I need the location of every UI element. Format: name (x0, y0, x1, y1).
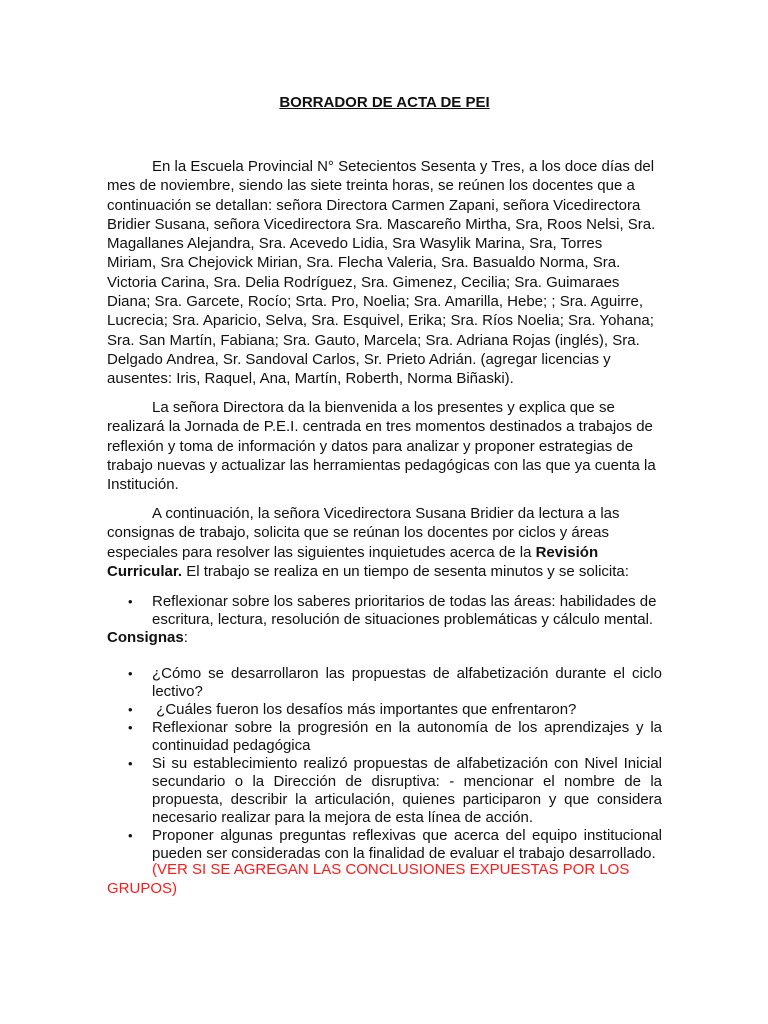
list-item (107, 755, 662, 827)
list-item-line: Si su establecimiento realizó propuestas de alfabetización con Nivel Inicial (152, 755, 662, 772)
bullet-icon: • (128, 702, 133, 717)
note-line: GRUPOS) (107, 880, 178, 898)
paragraph-text: especiales para resolver las siguientes inquietudes acerca de la (107, 543, 536, 561)
paragraph-line: Lucrecia; Sra. Aparicio, Selva, Sra. Esquivel, Erika; Sra. Ríos Noelia; Sra. Yohana; (107, 312, 654, 330)
list-item-line: pueden ser consideradas con la finalidad de evaluar el trabajo desarrollado. (152, 845, 656, 862)
paragraph-line: consignas de trabajo, solicita que se reúnan los docentes por ciclos y áreas (107, 524, 609, 542)
intro-bullet-list (107, 593, 662, 629)
paragraph-line: reflexión y toma de información y datos para analizar y proponer estrategias de (107, 437, 634, 455)
paragraph-line: Sra. San Martín, Fabiana; Sra. Gauto, Marcela; Sra. Adriana Rojas (inglés), Sra. (107, 331, 640, 349)
list-item-line: propuesta, describir la articulación, quienes participaron y que considera (152, 791, 662, 808)
list-item-line: Proponer algunas preguntas reflexivas que acerca del equipo institucional (152, 827, 662, 844)
paragraph-line: En la Escuela Provincial N° Setecientos Sesenta y Tres, a los doce días del (152, 158, 655, 175)
paragraph-line: Diana; Sra. Garcete, Rocío; Srta. Pro, Noelia; Sra. Amarilla, Hebe; ; Sra. Aguirre, (107, 293, 644, 311)
paragraph-line: Delgado Andrea, Sr. Sandoval Carlos, Sr. Prieto Adrián. (agregar licencias y (107, 350, 611, 368)
list-item-line: Reflexionar sobre la progresión en la autonomía de los aprendizajes y la (152, 719, 662, 736)
list-item-line: necesario realizar para la mejora de esta línea de acción. (152, 809, 534, 826)
consignas-list (107, 665, 662, 863)
list-item (107, 665, 662, 701)
red-note (107, 860, 662, 899)
bullet-icon: • (128, 666, 133, 681)
list-item-line: continuidad pedagógica (152, 737, 311, 754)
paragraph-line: A continuación, la señora Vicedirectora Susana Bridier da lectura a las (152, 505, 620, 522)
paragraph-line: ausentes: Iris, Raquel, Ana, Martín, Roberth, Norma Biñaski). (107, 370, 514, 388)
list-item-line: Reflexionar sobre los saberes prioritarios de todas las áreas: habilidades de (152, 593, 657, 610)
bullet-icon: • (128, 828, 133, 843)
bullet-icon: • (128, 720, 133, 735)
paragraph-line: Institución. (107, 476, 179, 494)
paragraph-line: continuación se detallan: señora Directora Carmen Zapani, señora Vicedirectora (107, 196, 641, 214)
paragraph-line: Magallanes Alejandra, Sra. Acevedo Lidia, Sra Wasylik Marina, Sra, Torres (107, 235, 603, 253)
paragraph-line: La señora Directora da la bienvenida a los presentes y explica que se (152, 399, 615, 416)
bold-term: Revisión (535, 543, 599, 561)
consignas-label: Consignas (107, 629, 184, 646)
paragraph-text: El trabajo se realiza en un tiempo de sesenta minutos y se solicita: (182, 562, 629, 580)
paragraph-line: Bridier Susana, señora Vicedirectora Sra. Mascareño Mirtha, Sra, Roos Nelsi, Sra. (107, 215, 656, 233)
paragraph-line: Victoria Carina, Sra. Delia Rodríguez, Sra. Gimenez, Cecilia; Sra. Guimaraes (107, 273, 620, 291)
consignas-heading (107, 628, 662, 647)
consignas-colon: : (183, 629, 188, 646)
list-item-line: ¿Cómo se desarrollaron las propuestas de alfabetización durante el ciclo (152, 665, 662, 682)
bold-term: Curricular. (107, 562, 183, 580)
paragraph-line (107, 543, 662, 562)
list-item-line: escritura, lectura, resolución de situaciones problemáticas y cálculo mental. (152, 611, 654, 628)
document-title: BORRADOR DE ACTA DE PEI (279, 94, 490, 111)
list-item-line: secundario o la Dirección de disruptiva: - mencionar el nombre de la (152, 773, 662, 790)
bullet-icon: • (128, 594, 133, 609)
paragraph-line (107, 562, 662, 581)
list-item (107, 719, 662, 755)
bullet-icon: • (128, 756, 133, 771)
welcome-paragraph (107, 398, 662, 494)
list-item (107, 593, 662, 629)
list-item (107, 701, 662, 719)
instructions-paragraph (107, 504, 662, 581)
note-line: (VER SI SE AGREGAN LAS CONCLUSIONES EXPUESTAS POR LOS (152, 861, 630, 878)
list-item (107, 827, 662, 863)
paragraph-line: mes de noviembre, siendo las siete treinta horas, se reúnen los docentes que a (107, 177, 635, 195)
list-item-line: ¿Cuáles fueron los desafíos más importantes que enfrentaron? (152, 701, 577, 718)
list-item-line: lectivo? (152, 683, 203, 700)
attendance-paragraph (107, 157, 662, 389)
paragraph-line: trabajo nuevas y actualizar las herramientas pedagógicas con las que ya cuenta la (107, 456, 656, 474)
paragraph-line: Miriam, Sra Chejovick Mirian, Sra. Flecha Valeria, Sra. Basualdo Norma, Sra. (107, 254, 621, 272)
paragraph-line: realizará la Jornada de P.E.I. centrada en tres momentos destinados a trabajos de (107, 418, 653, 436)
